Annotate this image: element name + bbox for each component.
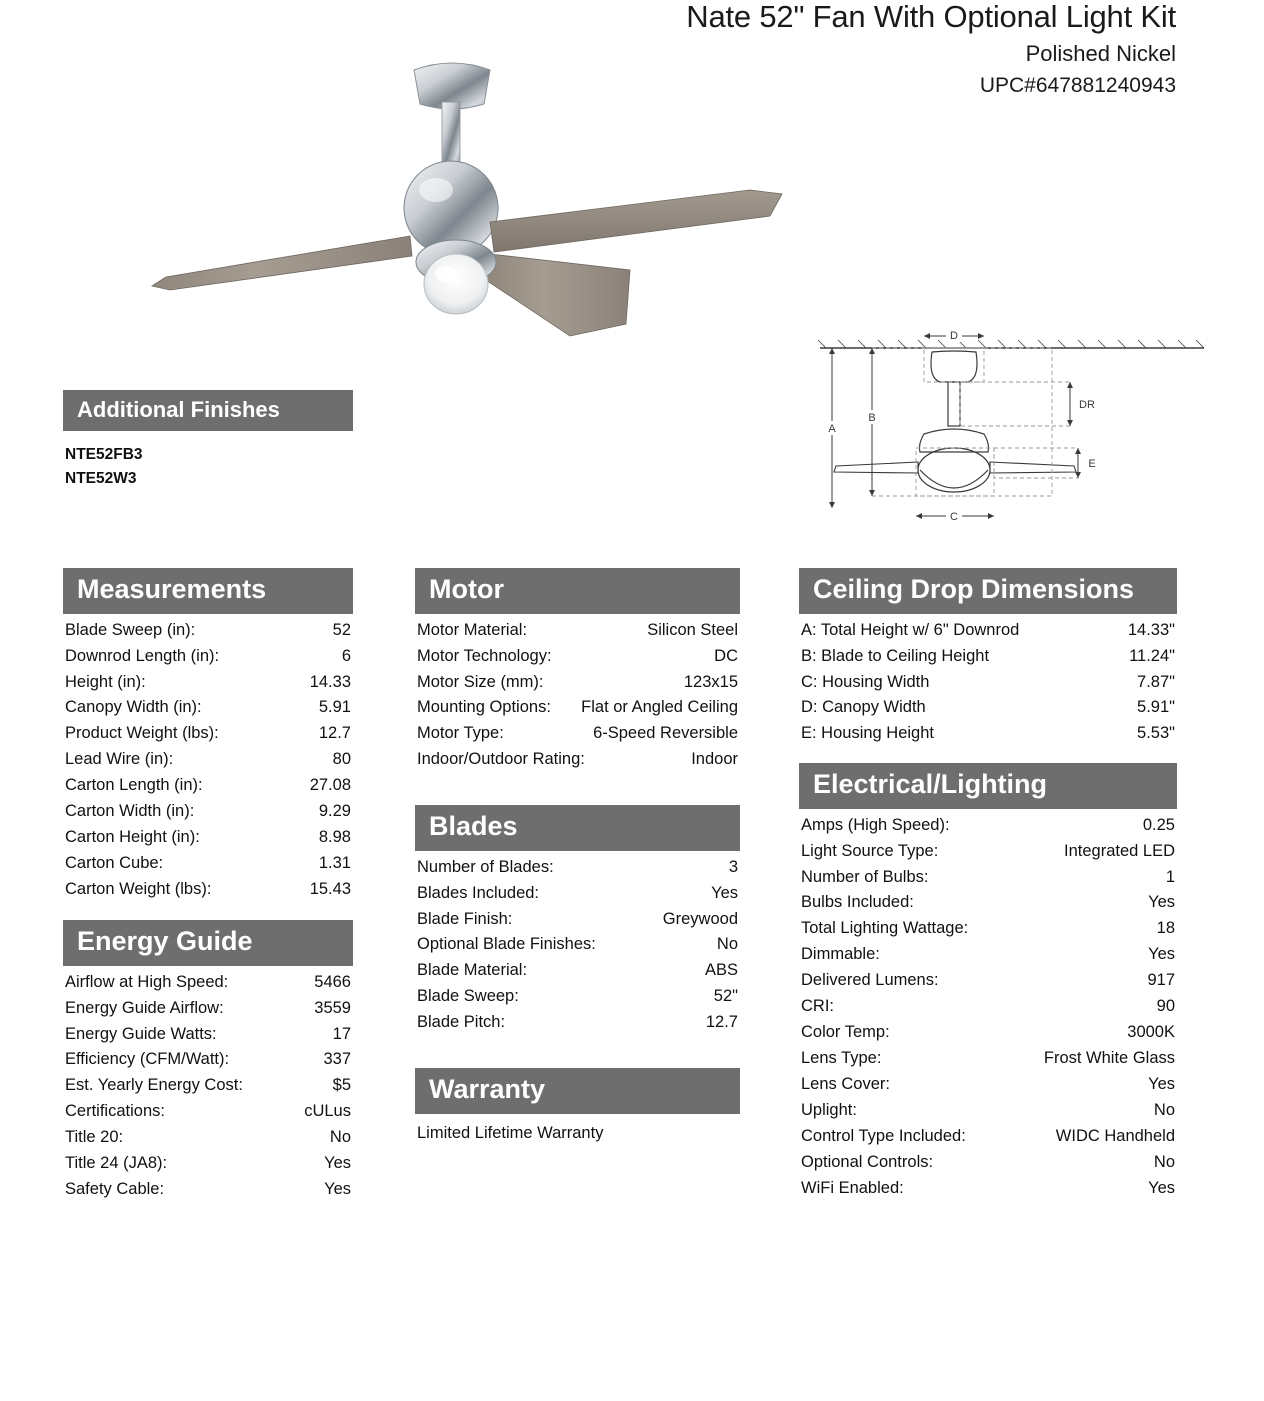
spec-value: 11.24" [1129,646,1175,665]
finish-item[interactable]: NTE52W3 [65,470,137,488]
spec-key: B: Blade to Ceiling Height [801,646,990,665]
spec-key: Number of Bulbs: [801,867,929,886]
spec-row [801,1098,1175,1124]
spec-row [65,970,351,996]
energy-guide-rows [63,966,353,1203]
spec-value: Yes [324,1154,351,1173]
spec-key: Lead Wire (in): [65,750,174,769]
spec-key: Dimmable: [801,945,880,964]
spec-key: Lens Cover: [801,1074,890,1093]
spec-row [801,1020,1175,1046]
spec-key: Est. Yearly Energy Cost: [65,1076,243,1095]
spec-key: A: Total Height w/ 6" Downrod [801,620,1020,639]
spec-row [65,851,351,877]
spec-row [417,644,738,670]
spec-row [801,670,1175,696]
spec-value: Integrated LED [1064,841,1175,860]
diagram-label-c: C [950,511,958,523]
spec-key: Airflow at High Speed: [65,972,229,991]
spec-value: 12.7 [705,1013,738,1032]
spec-value: No [1153,1100,1175,1119]
spec-value: Yes [1148,1074,1175,1093]
spec-value: 17 [332,1024,351,1043]
measurements-section [63,568,353,903]
spec-row [65,825,351,851]
warranty-text: Limited Lifetime Warranty [417,1123,604,1142]
spec-row [801,695,1175,721]
spec-row [65,1125,351,1151]
spec-key: Mounting Options: [417,698,551,717]
spec-value: 12.7 [318,724,351,743]
spec-value: Yes [1148,1178,1175,1197]
spec-row [65,1177,351,1203]
electrical-lighting-section [799,763,1177,1202]
spec-value: 3000K [1127,1023,1175,1042]
spec-row [801,865,1175,891]
motor-section [415,568,740,773]
spec-value: 3559 [314,998,351,1017]
spec-row [801,644,1175,670]
spec-key: Light Source Type: [801,841,939,860]
spec-row [417,618,738,644]
spec-value: No [329,1128,351,1147]
spec-key: Certifications: [65,1102,165,1121]
spec-value: ABS [704,961,738,980]
spec-value: 14.33" [1127,620,1175,639]
spec-row [65,721,351,747]
electrical-lighting-heading: Electrical/Lighting [799,763,1177,809]
spec-value: 90 [1156,997,1175,1016]
spec-key: Motor Size (mm): [417,672,544,691]
spec-value: 14.33 [309,672,351,691]
spec-row [65,799,351,825]
spec-value: WIDC Handheld [1055,1126,1175,1145]
spec-row [65,695,351,721]
spec-key: Blade Material: [417,961,528,980]
spec-value: 123x15 [683,672,738,691]
spec-value: 917 [1147,971,1175,990]
spec-row [801,839,1175,865]
spec-key: Title 20: [65,1128,124,1147]
spec-row [417,907,738,933]
spec-key: Downrod Length (in): [65,646,220,665]
ceiling-drop-diagram [812,330,1212,560]
spec-key: Delivered Lumens: [801,971,939,990]
spec-value: $5 [332,1076,351,1095]
spec-value: 15.43 [309,879,351,898]
spec-row [65,877,351,903]
energy-guide-section [63,920,353,1203]
spec-key: Indoor/Outdoor Rating: [417,750,585,769]
spec-key: Optional Controls: [801,1152,934,1171]
spec-key: C: Housing Width [801,672,930,691]
spec-value: 5466 [314,972,351,991]
spec-row [801,1150,1175,1176]
spec-value: 0.25 [1142,815,1175,834]
spec-value: 6-Speed Reversible [593,724,738,743]
spec-value: Indoor [691,750,738,769]
spec-key: Blade Sweep: [417,987,519,1006]
spec-row [65,1151,351,1177]
spec-key: Efficiency (CFM/Watt): [65,1050,230,1069]
spec-value: 5.91" [1137,698,1175,717]
spec-key: Carton Cube: [65,853,164,872]
spec-key: Optional Blade Finishes: [417,935,596,954]
spec-value: 337 [323,1050,351,1069]
spec-row [417,695,738,721]
diagram-label-e: E [1088,458,1096,470]
spec-key: Carton Length (in): [65,776,203,795]
spec-row [801,721,1175,747]
warranty-heading: Warranty [415,1068,740,1114]
spec-value: 1 [1165,867,1175,886]
spec-row [417,747,738,773]
diagram-label-b: B [868,412,876,424]
product-finish: Polished Nickel [1025,40,1176,66]
spec-value: 9.29 [318,802,351,821]
spec-row [65,1047,351,1073]
spec-row [65,1022,351,1048]
spec-key: Lens Type: [801,1048,882,1067]
spec-key: WiFi Enabled: [801,1178,904,1197]
spec-row [417,984,738,1010]
blades-rows [415,851,740,1036]
spec-value: DC [714,646,738,665]
spec-value: 52 [332,620,351,639]
spec-row [417,881,738,907]
spec-row [801,813,1175,839]
spec-row [65,773,351,799]
spec-value: 27.08 [309,776,351,795]
additional-finishes-section [63,390,353,491]
diagram-label-dr: DR [1079,399,1095,411]
energy-guide-heading: Energy Guide [63,920,353,966]
spec-row [417,855,738,881]
diagram-label-d: D [950,330,958,342]
spec-key: Carton Width (in): [65,802,195,821]
blades-heading: Blades [415,805,740,851]
spec-key: Uplight: [801,1100,857,1119]
spec-row [801,1176,1175,1202]
spec-row [65,1073,351,1099]
spec-value: Flat or Angled Ceiling [581,698,738,717]
spec-value: 8.98 [318,828,351,847]
spec-row [417,1010,738,1036]
ceiling-drop-rows [799,614,1177,748]
spec-key: Total Lighting Wattage: [801,919,969,938]
measurements-heading: Measurements [63,568,353,614]
page-title: Nate 52" Fan With Optional Light Kit [686,0,1176,34]
spec-value: 5.53" [1137,724,1175,743]
spec-value: Greywood [662,909,738,928]
spec-row [417,932,738,958]
spec-value: Frost White Glass [1043,1048,1175,1067]
spec-key: Blade Finish: [417,909,513,928]
spec-row [801,890,1175,916]
spec-row [801,942,1175,968]
spec-value: cULus [304,1102,351,1121]
spec-key: Safety Cable: [65,1180,165,1199]
spec-key: E: Housing Height [801,724,934,743]
spec-key: Height (in): [65,672,146,691]
spec-value: No [716,935,738,954]
spec-row [65,644,351,670]
spec-row [801,916,1175,942]
spec-value: Yes [324,1180,351,1199]
warranty-section [415,1068,740,1143]
spec-row [65,1099,351,1125]
spec-row [801,994,1175,1020]
spec-row [417,958,738,984]
product-upc: UPC#647881240943 [979,74,1176,98]
motor-heading: Motor [415,568,740,614]
spec-row [65,618,351,644]
spec-value: Yes [711,883,738,902]
additional-finishes-heading: Additional Finishes [63,390,353,431]
spec-value: No [1153,1152,1175,1171]
spec-key: Canopy Width (in): [65,698,202,717]
diagram-label-a: A [828,423,836,435]
spec-key: Color Temp: [801,1023,890,1042]
ceiling-drop-heading: Ceiling Drop Dimensions [799,568,1177,614]
spec-value: 3 [728,857,738,876]
spec-value: 1.31 [318,853,351,872]
spec-row [65,670,351,696]
spec-row [801,968,1175,994]
spec-key: D: Canopy Width [801,698,926,717]
spec-key: Blade Sweep (in): [65,620,196,639]
spec-row [417,670,738,696]
spec-row [801,618,1175,644]
spec-value: Silicon Steel [647,620,738,639]
additional-finishes-list [63,431,353,491]
spec-value: 80 [332,750,351,769]
spec-key: Amps (High Speed): [801,815,950,834]
spec-key: Bulbs Included: [801,893,914,912]
spec-row [801,1072,1175,1098]
spec-key: Product Weight (lbs): [65,724,219,743]
spec-key: Title 24 (JA8): [65,1154,168,1173]
motor-rows [415,614,740,774]
spec-key: Motor Technology: [417,646,552,665]
blades-section [415,805,740,1036]
measurements-rows [63,614,353,903]
spec-key: Control Type Included: [801,1126,966,1145]
spec-key: Energy Guide Airflow: [65,998,224,1017]
electrical-lighting-rows [799,809,1177,1202]
spec-row [417,721,738,747]
spec-row [65,996,351,1022]
spec-value: Yes [1148,893,1175,912]
spec-key: Carton Height (in): [65,828,200,847]
spec-key: Motor Material: [417,620,528,639]
spec-row [65,747,351,773]
spec-key: Blades Included: [417,883,540,902]
spec-value: Yes [1148,945,1175,964]
spec-value: 18 [1156,919,1175,938]
spec-key: Carton Weight (lbs): [65,879,212,898]
finish-item[interactable]: NTE52FB3 [65,446,143,464]
spec-key: Energy Guide Watts: [65,1024,217,1043]
spec-key: Number of Blades: [417,857,554,876]
ceiling-drop-section [799,568,1177,747]
spec-value: 7.87" [1137,672,1175,691]
spec-row [801,1046,1175,1072]
spec-row [801,1124,1175,1150]
spec-key: Motor Type: [417,724,504,743]
spec-key: CRI: [801,997,834,1016]
spec-value: 5.91 [318,698,351,717]
spec-value: 6 [341,646,351,665]
spec-value: 52" [713,987,738,1006]
spec-key: Blade Pitch: [417,1013,506,1032]
product-photo [70,40,810,340]
